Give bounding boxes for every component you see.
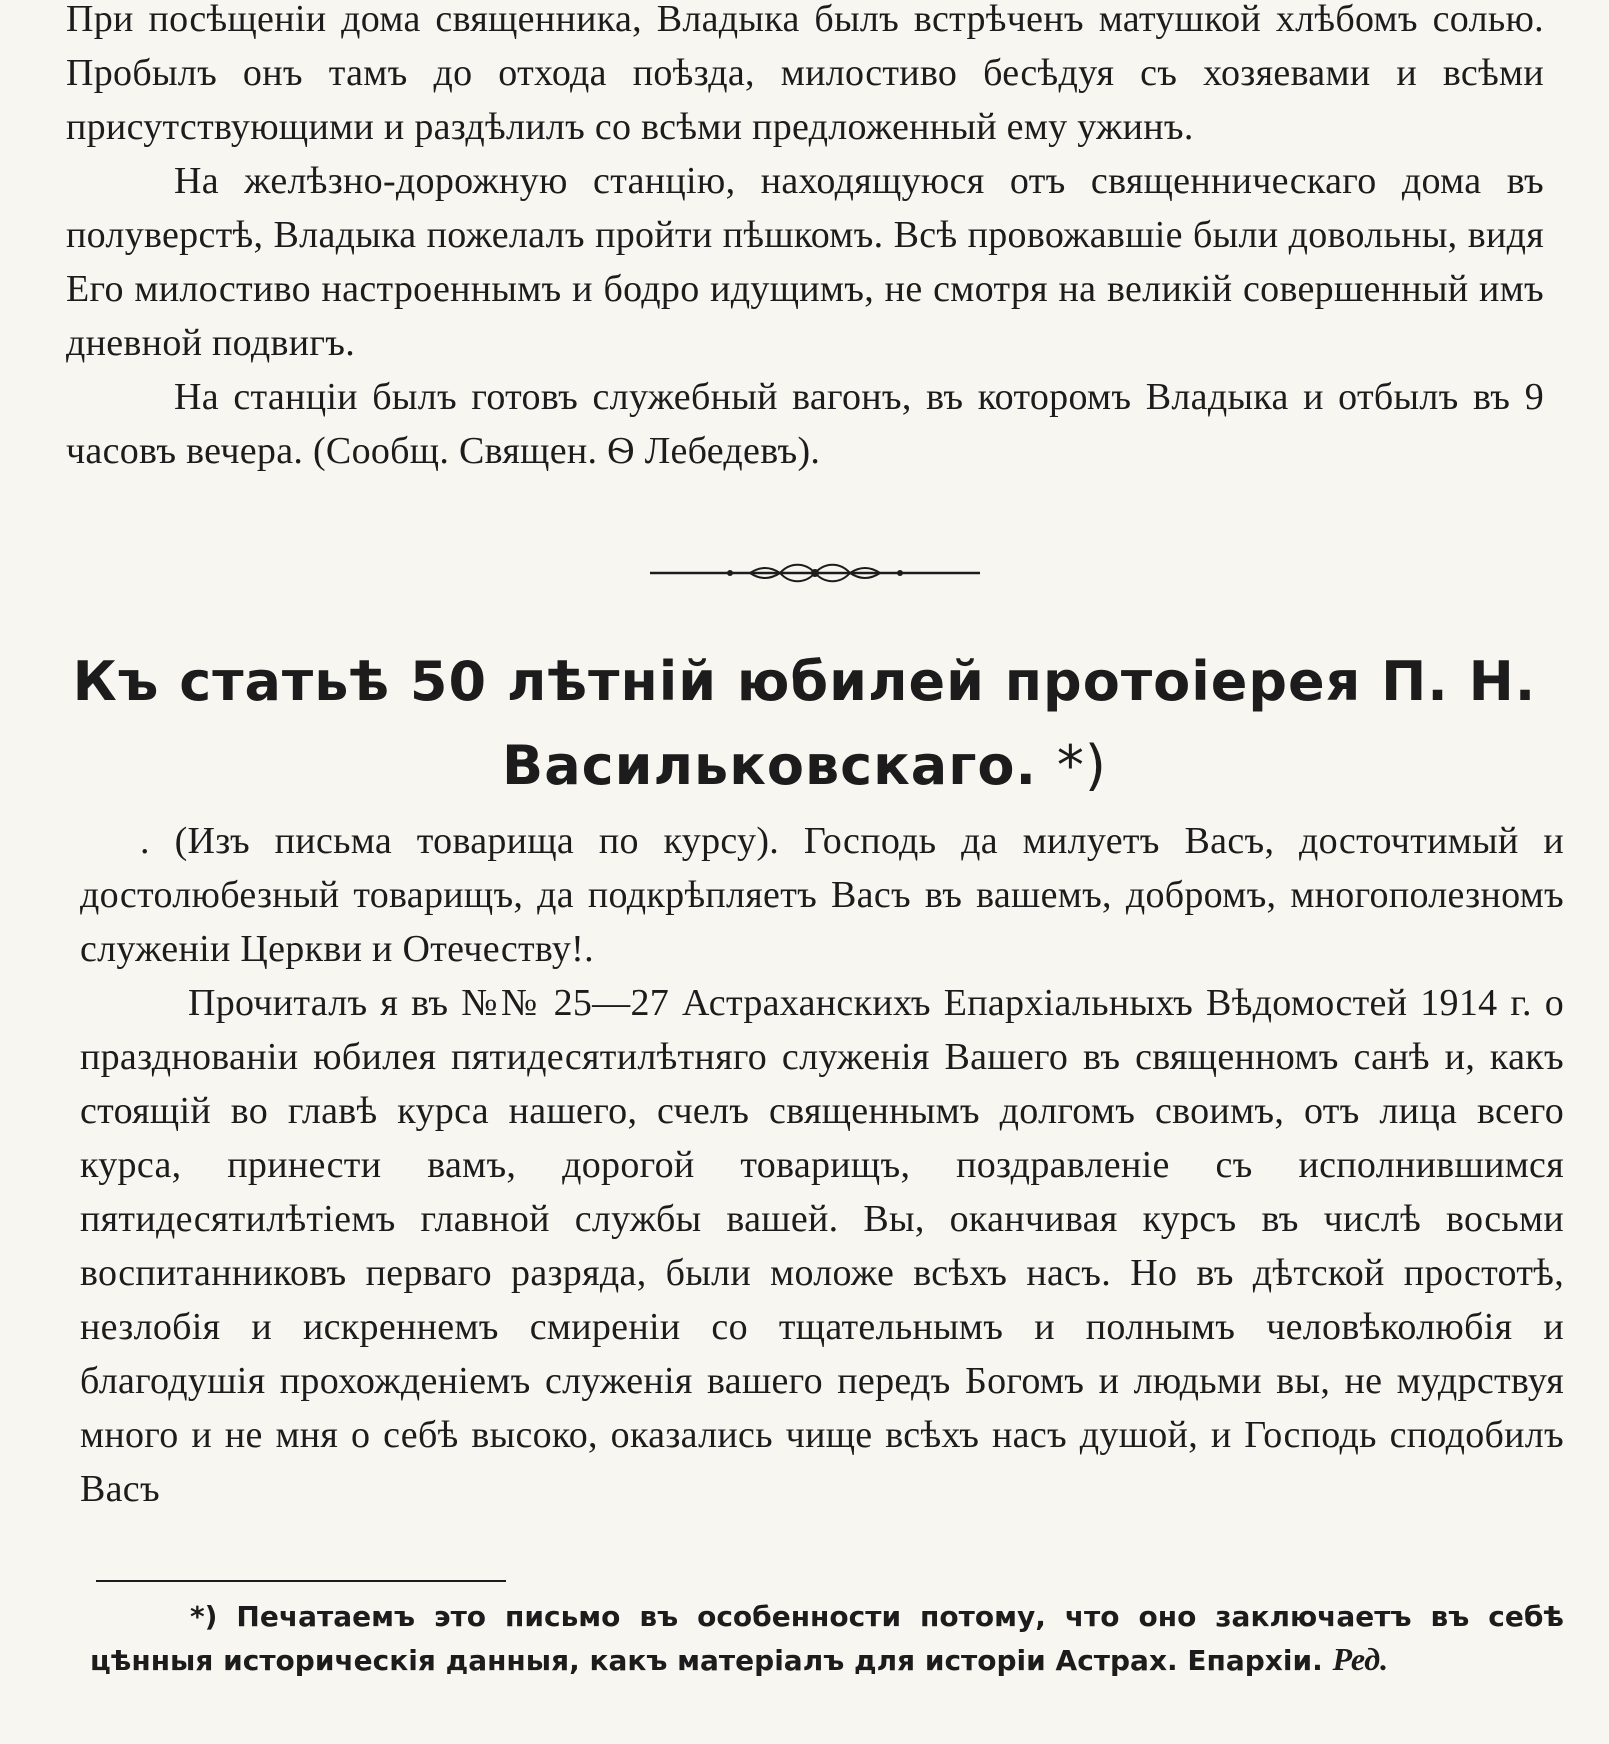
footnote-reference-mark: *) — [1056, 734, 1107, 797]
article-title-text: Къ статьѣ 50 лѣтнiй юбилей протоiерея П. Н. Васильковскаго. — [72, 650, 1537, 797]
paragraph: . (Изъ письма товарища по курсу). Господь да милуетъ Васъ, досточтимый и достолюбезный товарищъ, да подкрѣпляетъ Васъ въ вашемъ, добромъ, многополезномъ служенiи Церкви и Отечеству!. — [80, 820, 1564, 970]
article-title — [60, 640, 1549, 808]
paragraph: При посѣщенiи дома священника, Владыка былъ встрѣченъ матушкой хлѣбомъ солью. Пробылъ онъ тамъ до отхода поѣзда, милостиво бесѣдуя съ хозяевами и всѣми присутствующими и раздѣлилъ со всѣми предложенный ему ужинъ. — [66, 0, 1544, 148]
paragraph: Прочиталъ я въ №№ 25—27 Астраханскихъ Епархiальныхъ Вѣдомостей 1914 г. о празднованiи юбилея пятидесятилѣтняго служенiя Вашего въ священномъ санѣ и, какъ стоящiй во главѣ курса нашего, счелъ священнымъ долгомъ своимъ, отъ лица всего курса, принести вамъ, дорогой товарищъ, поздравленiе съ исполнившимся пятидесятилѣтiемъ главной службы вашей. Вы, оканчивая курсъ въ числѣ восьми воспитанниковъ перваго разряда, были моложе всѣхъ насъ. Но въ дѣтской простотѣ, незлобiя и искреннемъ смиренiи со тщательнымъ и полнымъ человѣколюбiя и благодушiя прохожденiемъ служенiя вашего передъ Богомъ и людьми вы, не мудрствуя много и не мня о себѣ высоко, оказались чище всѣхъ насъ душой, и Господь сподобилъ Васъ — [80, 982, 1564, 1510]
footnote-text: Печатаемъ это письмо въ особенности потому, что оно заключаетъ въ себѣ цѣнныя историческiя данныя, какъ матерiалъ для исторiи Астрах. Епархiи. — [90, 1600, 1564, 1677]
paragraph: На желѣзно-дорожную станцiю, находящуюся отъ священническаго дома въ полуверстѣ, Владыка пожелалъ пройти пѣшкомъ. Всѣ провожавшiе были довольны, видя Его милостиво настроеннымъ и бодро идущимъ, не смотря на великiй совершенный имъ дневной подвигъ. — [66, 160, 1544, 364]
footnote-signature: Ред. — [1332, 1641, 1389, 1677]
decorative-divider-ornament — [640, 558, 990, 588]
footnote — [90, 1596, 1564, 1682]
footnote-rule — [96, 1580, 506, 1582]
paragraph: На станцiи былъ готовъ служебный вагонъ, въ которомъ Владыка и отбылъ въ 9 часовъ вечера. (Сообщ. Священ. Ѳ Лебедевъ). — [66, 376, 1544, 472]
article-body — [80, 814, 1564, 1516]
previous-article-ending — [66, 0, 1544, 478]
footnote-mark: *) — [190, 1600, 218, 1633]
